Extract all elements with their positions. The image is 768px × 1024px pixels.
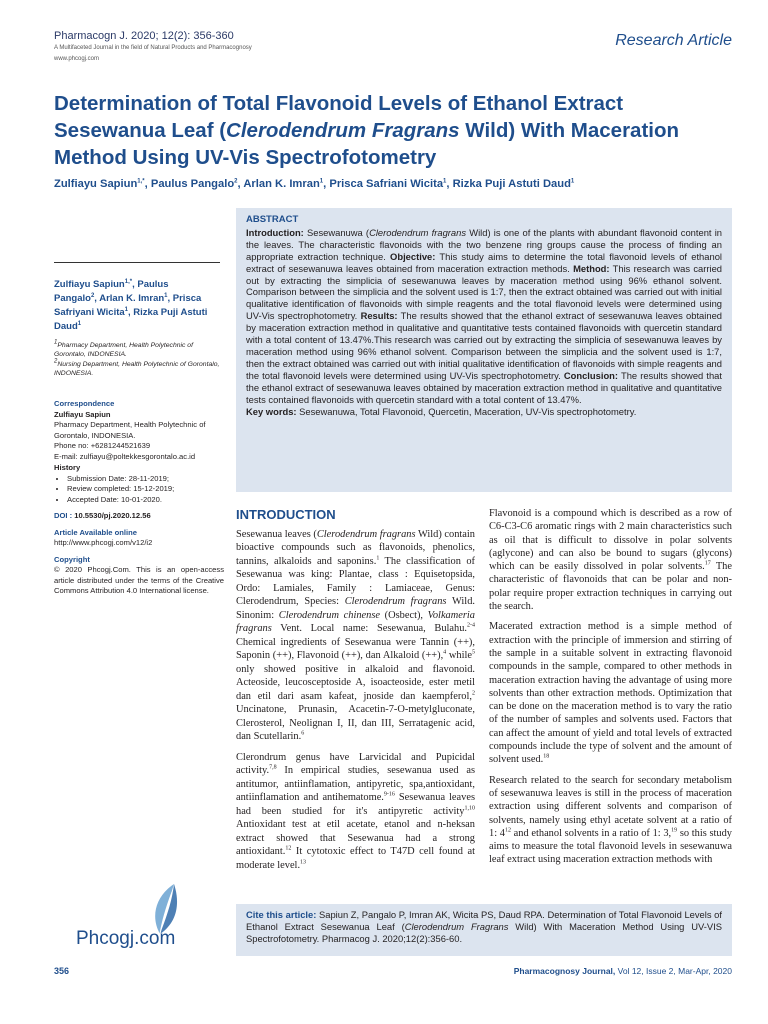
sidebar-authors [54,278,224,334]
intro-p2-text-b: In empirical studies, sesewanua used as antitumor, antiinflamation, antipyretic, spa,antioxidant, antiinflamation and antihematome. [236,765,475,803]
keywords-text: Sesewanuwa, Total Flavonoid, Quercetin, Maceration, UV-Vis spectrophotometry. [296,405,637,417]
doi-label: DOI : [54,511,73,520]
cite-species: Clerodendrum Fragrans [404,921,509,932]
sidebar-authors-line-1 [54,278,224,292]
intro-p1-text-h: (Osbect), [380,609,428,621]
abstract-objective-text: This study aims to determine the total flavonoid levels of ethanol extract of sesewanuwa leaves obtained from maceration extraction methods. [246,250,722,274]
article-type-label: Research Article [615,32,732,49]
citation-sup: 19 [671,827,678,834]
sb-author-2-start: , Paulus [132,279,169,290]
abstract-intro-start: Sesewanuwa ( [303,226,370,238]
sidebar-authors-line-3 [54,306,224,320]
affiliation-1 [54,341,226,360]
body-column-left [236,508,475,879]
right-paragraph-3 [489,774,732,867]
sidebar-details [54,393,224,597]
citation-sup: 18 [543,753,550,760]
phcogj-logo [62,882,202,952]
author-2-sup: 2 [234,178,238,185]
abstract-method-text: This research was carried out by extracting the simplicia of sesewanuwa leaves by maceration method using 96% ethanol solvent. Comparison between the simplicia and the solvent used is 1:7, then the extract obtained was carried out with initial qualitative identification of flavonoids with simple reagents and the total flavonoid levels were determined using UV-Vis spectrophotometry. [246,262,722,322]
sb-author-1-sup: 1,* [124,278,133,285]
abstract-results-label: Results: [360,310,398,322]
copyright-heading: Copyright [54,554,90,564]
title-line-2-start: Sesewanua Leaf ( [54,119,227,142]
citation-sup: 1 [376,555,380,562]
citation-sup: 17 [704,560,711,567]
right-paragraph-2 [489,620,732,766]
abstract-heading: ABSTRACT [246,214,299,225]
sb-author-4-sup: 1 [124,306,129,313]
cite-text-c: Wild) With Maceration Method Using UV-VIS Spectrofotometry. Pharmacog J. 2020;12(2):356-60. [246,921,722,944]
copyright-text: © 2020 Phcogj.Com. This is an open-access article distributed under the terms of the Creative Commons Attribution 4.0 International license. [54,565,224,595]
abstract-body [246,227,722,406]
intro-p1-text-c: Wild) contain bioactive compounds such as flavonoids, phenolics, tannins, alkaloids and saponins. [236,528,475,567]
sb-author-5-start: , Rizka Puji Astuti [128,307,208,318]
citation-sup: 7,8 [269,764,277,771]
abstract-conclusion-text: The results showed that the ethanol extract of sesewanuwa leaves obtained by maceration extraction method in qualitative and quantitative tests contained flavonoids with quercetin standard with a total content of 13.47%. [246,369,722,405]
correspondence-phone: Phone no: +6281244521639 [54,441,151,450]
sb-author-1: Zulfiayu Sapiun [54,279,125,290]
cite-label: Cite this article: [246,909,317,920]
abstract-intro-text: Wild) is one of the plants with abundant flavonoid content in the leaves. The characteristic flavonoids with the two benzene ring groups cause the process of finding an appropriate extraction technique. [246,226,722,262]
body-column-right [489,507,732,874]
doi [54,511,224,522]
affiliation-2-sup: 2 [54,358,58,365]
page-number: 356 [54,966,70,976]
citation-sup: 1,10 [464,805,475,812]
author-3-sup: 1 [319,178,324,185]
journal-tagline: A Multifaceted Journal in the field of Natural Products and Pharmacognosy [54,45,252,51]
intro-p2-text-a: Clerondrum genus have Larvicidal and Pupicidal activity. [236,751,475,776]
abstract-results-text: The results showed that the ethanol extract of sesewanuwa leaves obtained by maceration extraction method in qualitative and quantitative tests contained flavonoids with quercetin standard with a total content of 13.47%.This research was carried out by extracting the simplicia of sesewanuwa leaves by maceration method using 96% ethanol solvent. Comparison between the simplicia and the solvent used is 1:7, then the extract obtained was carried out with initial qualitative identification of flavonoids with simple reagents and the total flavonoid levels were determined using UV-Vis spectrophotometry. [246,310,722,381]
title-line-3: Method Using UV-Vis Spectrofotometry [54,146,437,169]
sidebar-authors-line-4 [54,320,224,334]
intro-p1-text-a: Sesewanua leaves ( [236,528,317,540]
doi-value[interactable]: 10.5530/pj.2020.12.56 [72,511,151,520]
sb-author-4-start: , Prisca [167,293,202,304]
sb-author-3-sup: 1 [164,292,168,299]
cite-text-a: Sapiun Z, Pangalo P, Imran AK, Wicita PS, Daud RPA. Determination of Total Flavonoid Levels of Ethanol Extract Sesewanua Leaf ( [246,909,722,932]
correspondence-heading: Correspondence [54,399,115,408]
intro-paragraph-1 [236,528,475,744]
author-5-sup: 1 [570,178,575,185]
abstract-content [246,214,722,417]
citation-sup: 6 [301,730,305,737]
title-line-1: Determination of Total Flavonoid Levels of Ethanol Extract [54,92,624,115]
right-p2-text-a: Macerated extraction method is a simple method of extraction with the principle of immersion and stirring of the sample in a suitable solvent in extracting flavonoid compounds in the sample, compared to other methods in maceration extraction having the advantage of using more solvents than other extraction methods. Optimization that can be done on the maceration method is to vary the ratio of the number of samples and solvents used. Factors that can affect the amount of yield and total levels of extracted compounds include the type of solvent and the amount of solvent used. [489,621,732,766]
history-item: • Review completed: 15-12-2019; [67,484,224,495]
intro-p1-text-n: Uncinatone, Prunasin, Acacetin-7-O-metylgluconate, Clerosterol, Neolignan I, II, dan III, Serratagenic acid, dan Scutellarin. [236,704,475,742]
title-line-2 [54,117,734,144]
author-2: , Paulus Pangalo [144,178,235,190]
article-online-url[interactable]: http://www.phcogj.com/v12/i2 [54,538,153,547]
abstract-keywords [246,406,722,418]
abstract-method-label: Method: [573,262,610,274]
intro-p1-species-a: Clerodendrum fragrans [316,528,416,540]
footer-journal-name: Pharmacognosy Journal, [513,966,616,976]
citation-sup: 4 [443,649,447,656]
intro-p1-species-c: Clerodendrum chinense [278,609,380,621]
right-p3-text-c: so this study aims to measure the total flavonoid levels in sesewanuwa leaf extract using maceration extraction methods with [489,827,732,866]
history-item: • Accepted Date: 10-01-2020. [67,495,224,506]
title-line-2-end: Wild) With Maceration [459,119,680,142]
logo-text: Phcogj.com [76,928,176,949]
sb-author-5-end: Daud [54,321,78,332]
abstract-objective-label: Objective: [390,250,436,262]
right-p1-text-b: The characteristic of flavonoids that can be polar and non-polar require proper extraction techniques in carrying out the search. [489,561,732,613]
journal-url[interactable]: www.phcogj.com [54,56,100,62]
citation-sup: 2 [472,690,475,697]
sb-author-5-sup: 1 [77,320,82,327]
intro-paragraph-2 [236,751,475,873]
cite-this-article-box [236,904,732,956]
correspondence-email[interactable]: E-mail: zulfiayu@poltekkesgorontalo.ac.id [54,451,196,461]
article-online-heading: Article Available online [54,527,137,537]
affiliation-1-text: Pharmacy Department, Health Polytechnic of Gorontalo, INDONESIA. [54,342,193,359]
citation-sup: 12 [285,845,292,852]
right-p3-text-a: Research related to the search for secondary metabolism of sesewanuwa leaves is still in the process of maceration extraction using different solvents and comparison of solvents, namely using ethyl acetate solvent at a ratio of 1: 4 [489,774,732,839]
sidebar-authors-line-2 [54,292,224,306]
affiliation-1-sup: 1 [54,339,58,346]
right-p1-text-a: Flavonoid is a compound which is described as a row of C6-C3-C6 aromatic rings with 2 main characteristics such as oil that is difficult to dissolve in polar solvents (aglycone) and can also be bound to sugars (glycons) which can be easily dissolved in polar solvents. [489,508,732,573]
affiliation-2 [54,360,226,379]
history-item: • Submission Date: 28-11-2019; [67,474,224,485]
intro-p2-text-e: It cytotoxic effect to T47D cell found at moderate level. [236,846,475,871]
affiliations [54,341,226,379]
journal-reference: Pharmacogn J. 2020; 12(2): 356-360 [54,30,234,42]
abstract-intro-species: Clerodendrum fragrans [369,226,467,238]
author-4-sup: 1 [443,178,447,185]
abstract-conclusion-label: Conclusion: [563,369,619,381]
footer-journal [514,966,732,976]
history-heading: History [54,463,81,472]
article-title [54,90,734,171]
abstract-box [236,208,732,492]
intro-p1-text-k: Chemical ingredients of Sesewanua were Tannin (++), Saponin (++), Flavonoid (++), dan Alkaloid (++), [236,636,475,661]
citation-sup: 2-4 [467,622,475,629]
intro-p1-species-d: Volkameria fragrans [236,609,475,634]
affiliation-2-text: Nursing Department, Health Polytechnic of Gorontalo, INDONESIA. [54,360,220,378]
citation-sup: 5 [472,649,475,656]
footer-journal-issue: Vol 12, Issue 2, Mar-Apr, 2020 [615,966,732,976]
intro-p1-text-j: Vent. Local name: Sesewanua, Bulahu. [271,623,467,634]
sb-author-2-sup: 2 [90,292,95,299]
intro-p2-text-d: Antioxidant test at etil acetate, etanol and n-heksan extract showed that Sesewanua had a strong antioxidant. [236,819,475,857]
citation-sup: 13 [300,859,307,866]
sb-author-4-end: Safriyani Wicita [54,307,125,318]
title-species: Clerodendrum Fragrans [226,119,460,142]
author-3: , Arlan K. Imran [237,178,320,190]
citation-sup: 12 [504,827,511,834]
cite-content [246,909,722,945]
sb-author-3: , Arlan K. Imran [94,293,165,304]
intro-p1-text-f: Wild. Sinonim: [236,596,475,621]
author-5: , Rizka Puji Astuti Daud [446,178,571,190]
author-1-sup: 1,* [137,178,145,185]
intro-p2-text-c: Sesewanua leaves had been studied for it's antipyretic activity [236,792,475,817]
correspondence-name: Zulfiayu Sapiun [54,409,111,419]
history-list [54,474,224,506]
intro-p1-species-b: Clerodendrum fragrans [344,596,447,607]
intro-p1-text-d: The classification of Sesewanua was king: Plantae, class : Equisetopsida, Ordo: Lamiales, Family : Lamiaceae, Genus: Clerodendrum, Species: [236,555,475,607]
right-paragraph-1 [489,507,732,613]
keywords-label: Key words: [246,405,297,417]
intro-p1-text-m: only showed positive in alkaloid and flavonoid. Acteoside, leucosceptoside A, isoacteoside, ester metil dan etil dari asam kafeat, jnoside dan kaempferol, [236,663,475,702]
abstract-intro-label: Introduction: [246,226,304,238]
sidebar-divider [54,262,220,263]
sb-author-2-end: Pangalo [54,293,91,304]
author-1: Zulfiayu Sapiun [54,178,138,190]
intro-p1-text-l: while [446,650,472,661]
right-p3-text-b: and ethanol solvents in a ratio of 1: 3, [510,827,672,839]
author-list [54,178,744,190]
introduction-heading: INTRODUCTION [236,507,336,522]
author-4: , Prisca Safriani Wicita [323,178,444,190]
correspondence-department: Pharmacy Department, Health Polytechnic of Gorontalo, INDONESIA. [54,420,206,440]
citation-sup: 9-16 [383,791,395,798]
